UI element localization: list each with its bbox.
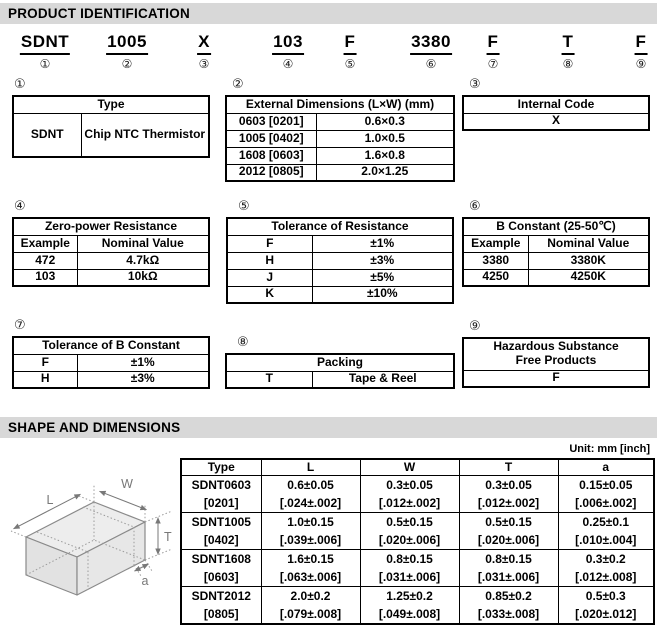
value-inch: [.033±.008] [477, 606, 540, 621]
cell: 1608 [0603] [226, 147, 316, 164]
value-inch: [.024±.002] [279, 495, 342, 510]
part-number-segment [344, 32, 357, 70]
cell: 1.0×0.5 [316, 130, 454, 147]
column-header: Example [13, 235, 77, 252]
cell [558, 512, 654, 549]
b-constant-table [462, 200, 650, 287]
table [12, 217, 210, 287]
table-title: Packing [226, 354, 454, 371]
cell [181, 475, 261, 512]
segment-index: ⑥ [425, 56, 437, 71]
value-mm: 0.8±0.15 [485, 551, 532, 566]
table-index: ① [14, 77, 26, 92]
value-inch: [.031±.006] [477, 569, 540, 584]
table-index: ⑦ [14, 318, 26, 333]
part-code: F [487, 32, 500, 55]
cell: 3380 [463, 252, 528, 269]
cell: K [227, 286, 312, 303]
column-header: a [558, 459, 654, 475]
cell: 3380K [528, 252, 649, 269]
part-code: 1005 [106, 32, 148, 55]
table [226, 217, 454, 304]
table-index: ③ [469, 77, 481, 92]
column-header: Example [463, 235, 528, 252]
cell: ±1% [312, 235, 453, 252]
part-code: 103 [272, 32, 304, 55]
part-number-segment [272, 32, 304, 70]
title-line: Free Products [515, 353, 597, 368]
internal-code-table [462, 78, 650, 131]
segment-index: ⑦ [487, 56, 499, 71]
table-title: Internal Code [463, 96, 649, 113]
value-mm: 1.0±0.15 [287, 514, 334, 529]
part-code: F [344, 32, 357, 55]
cell [558, 475, 654, 512]
unit-note: Unit: mm [inch] [569, 443, 650, 455]
hazardous-substance-table [462, 320, 650, 388]
cell [181, 586, 261, 624]
value-inch: [0805] [203, 606, 239, 621]
value-mm: 0.5±0.3 [585, 588, 626, 603]
table-title: Type [13, 96, 209, 113]
value-mm: 0.5±0.15 [386, 514, 433, 529]
value-inch: [.012±.008] [575, 569, 637, 584]
part-number-segment [197, 32, 211, 70]
column-header: Type [181, 459, 261, 475]
value-inch: [0402] [203, 532, 239, 547]
value-inch: [.039±.006] [279, 532, 342, 547]
column-header: T [459, 459, 558, 475]
value-inch: [.079±.008] [279, 606, 342, 621]
chip-dimension-diagram [4, 462, 179, 639]
cell [360, 549, 459, 586]
product-identification-header [0, 3, 657, 24]
table-title: B Constant (25-50℃) [463, 218, 649, 235]
column-header: W [360, 459, 459, 475]
part-number-segment [20, 32, 70, 70]
zero-power-resistance-table [12, 200, 210, 287]
cell: T [226, 371, 312, 388]
dimensions-table [180, 458, 655, 625]
cell: ±10% [312, 286, 453, 303]
value-mm: 0.6±0.05 [287, 477, 334, 492]
value-mm: 0.85±0.2 [485, 588, 532, 603]
value-inch: [0603] [203, 569, 239, 584]
value-inch: [.049±.008] [378, 606, 441, 621]
cell [360, 512, 459, 549]
part-code: T [562, 32, 575, 55]
table-row [181, 512, 654, 549]
table-title: Tolerance of Resistance [227, 218, 453, 235]
table-index: ⑤ [238, 199, 250, 214]
value-inch: [.031±.006] [378, 569, 441, 584]
column-header: L [261, 459, 360, 475]
cell: 1.6×0.8 [316, 147, 454, 164]
cell: ±1% [77, 354, 209, 371]
cell: 2012 [0805] [226, 164, 316, 181]
cell: F [463, 370, 649, 387]
packing-table [225, 336, 455, 389]
part-code: SDNT [20, 32, 70, 55]
value-mm: 0.3±0.05 [386, 477, 433, 492]
cell: 472 [13, 252, 77, 269]
cell: Chip NTC Thermistor [81, 113, 209, 157]
t-label: T [164, 530, 172, 544]
part-number-segment [562, 32, 575, 70]
cell: H [227, 252, 312, 269]
cell [459, 586, 558, 624]
cell: F [227, 235, 312, 252]
title-line: Hazardous Substance [493, 339, 619, 354]
external-dimensions-code-table [225, 78, 455, 182]
value-inch: [.006±.002] [575, 495, 637, 510]
value-inch: [.012±.002] [477, 495, 540, 510]
chip-body [26, 502, 145, 595]
table [225, 95, 455, 182]
value-inch: [.020±.006] [378, 532, 441, 547]
table-index: ⑧ [237, 335, 249, 350]
column-header: Nominal Value [528, 235, 649, 252]
table-index: ⑥ [469, 199, 481, 214]
value-inch: [.020±.006] [477, 532, 540, 547]
segment-index: ③ [198, 56, 210, 71]
value-mm: SDNT1608 [191, 551, 251, 566]
cell [558, 549, 654, 586]
value-mm: SDNT2012 [191, 588, 251, 603]
segment-index: ⑧ [562, 56, 574, 71]
cell: 103 [13, 269, 77, 286]
cell: H [13, 371, 77, 388]
tolerance-of-resistance-table [226, 200, 454, 304]
table [225, 353, 455, 389]
table-title: Zero-power Resistance [13, 218, 209, 235]
cell: SDNT [13, 113, 81, 157]
shape-and-dimensions-header [0, 417, 657, 438]
a-label: a [141, 574, 149, 588]
cell: 0.6×0.3 [316, 113, 454, 130]
cell: 0603 [0201] [226, 113, 316, 130]
table [462, 337, 650, 388]
value-inch: [0201] [203, 495, 239, 510]
value-inch: [.012±.002] [378, 495, 441, 510]
chip-isometric-drawing [4, 462, 179, 634]
cell [360, 586, 459, 624]
cell: 4250 [463, 269, 528, 286]
cell: Tape & Reel [312, 371, 454, 388]
cell: 1005 [0402] [226, 130, 316, 147]
value-inch: [.020±.012] [575, 606, 637, 621]
cell: ±3% [312, 252, 453, 269]
cell [459, 512, 558, 549]
cell [261, 549, 360, 586]
table [12, 95, 210, 158]
part-code: F [635, 32, 648, 55]
value-inch: [.010±.004] [575, 532, 637, 547]
table-row [181, 586, 654, 624]
value-mm: 0.25±0.1 [582, 514, 630, 529]
part-number-segment [635, 32, 648, 70]
cell [261, 475, 360, 512]
cell: 10kΩ [77, 269, 209, 286]
value-mm: SDNT0603 [191, 477, 251, 492]
segment-index: ⑨ [635, 56, 647, 71]
table [462, 217, 650, 287]
part-code: 3380 [410, 32, 452, 55]
table [12, 336, 210, 389]
tolerance-of-b-constant-table [12, 319, 210, 389]
cell: ±5% [312, 269, 453, 286]
segment-index: ④ [282, 56, 294, 71]
value-mm: 0.15±0.05 [579, 477, 633, 492]
section-title: PRODUCT IDENTIFICATION [8, 6, 190, 21]
cell: 2.0×1.25 [316, 164, 454, 181]
cell [360, 475, 459, 512]
value-mm: 0.5±0.15 [485, 514, 532, 529]
part-number-segment [487, 32, 500, 70]
cell: ±3% [77, 371, 209, 388]
table-index: ⑨ [469, 319, 481, 334]
cell [558, 586, 654, 624]
segment-index: ② [121, 56, 133, 71]
cell: 4250K [528, 269, 649, 286]
segment-index: ① [39, 56, 51, 71]
value-inch: [.063±.006] [279, 569, 342, 584]
part-code: X [197, 32, 211, 55]
cell: X [463, 113, 649, 130]
cell: 4.7kΩ [77, 252, 209, 269]
cell [181, 512, 261, 549]
part-number-segment [106, 32, 148, 70]
section-title: SHAPE AND DIMENSIONS [8, 420, 181, 435]
cell [459, 549, 558, 586]
cell: F [13, 354, 77, 371]
w-label: W [121, 477, 133, 491]
segment-index: ⑤ [344, 56, 356, 71]
cell [459, 475, 558, 512]
table [462, 95, 650, 131]
table-title [463, 338, 649, 370]
table-index: ② [232, 77, 244, 92]
l-label: L [46, 493, 54, 507]
value-mm: 0.3±0.2 [585, 551, 626, 566]
cell [261, 586, 360, 624]
value-mm: 2.0±0.2 [290, 588, 331, 603]
column-header: Nominal Value [77, 235, 209, 252]
table-title: Tolerance of B Constant [13, 337, 209, 354]
table-row [181, 475, 654, 512]
part-number-segment [410, 32, 452, 70]
cell: J [227, 269, 312, 286]
value-mm: 1.6±0.15 [287, 551, 334, 566]
cell [261, 512, 360, 549]
table-index: ④ [14, 199, 26, 214]
table-row [181, 549, 654, 586]
value-mm: 0.3±0.05 [485, 477, 532, 492]
value-mm: SDNT1005 [191, 514, 251, 529]
value-mm: 1.25±0.2 [386, 588, 433, 603]
type-code-table [12, 78, 210, 158]
table-title: External Dimensions (L×W) (mm) [226, 96, 454, 113]
value-mm: 0.8±0.15 [386, 551, 433, 566]
cell [181, 549, 261, 586]
